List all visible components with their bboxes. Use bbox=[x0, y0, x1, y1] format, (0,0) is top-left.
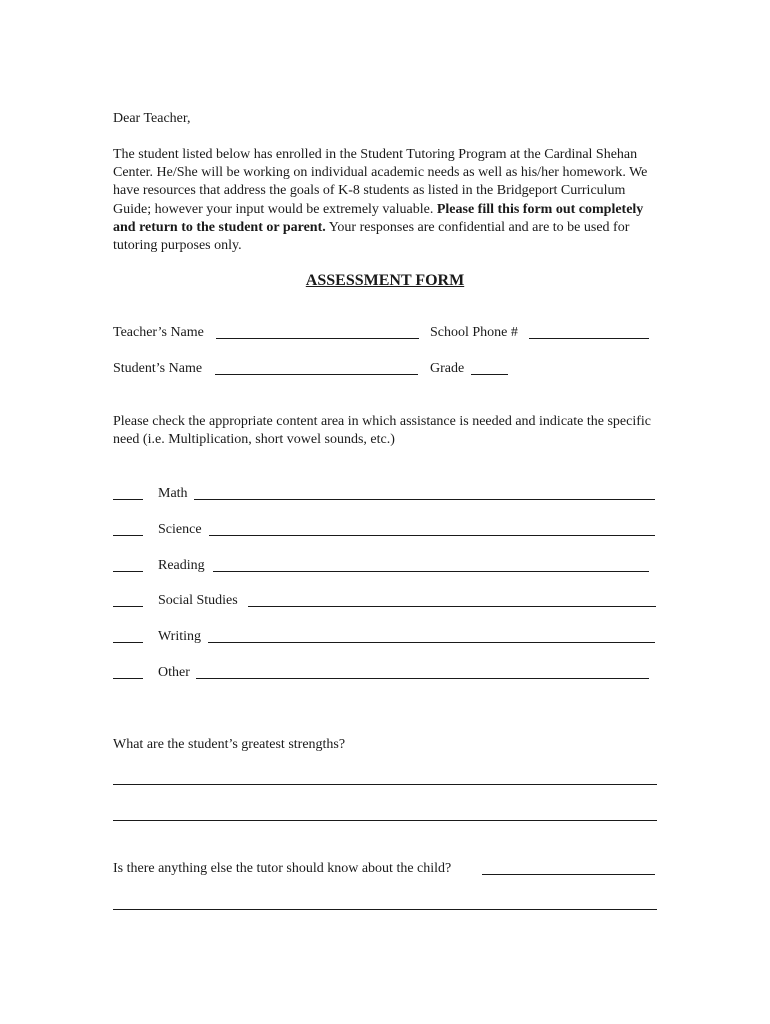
letter-body-text: The student listed below has enrolled in the Student Tutoring Program at the Cardinal Shehan Center. He/She will be working on individual academic needs as well as his/her homework. We have resources that address the goals of K-8 students as listed in the Bridgeport Curriculum Guide; however your input would be extremely valuable. bbox=[113, 147, 648, 217]
strengths-answer-line-2[interactable] bbox=[113, 820, 657, 821]
area-label: Science bbox=[158, 522, 202, 537]
form-title: ASSESSMENT FORM bbox=[305, 272, 465, 289]
strengths-question: What are the student’s greatest strengths? bbox=[113, 737, 346, 752]
strengths-answer-line-1[interactable] bbox=[113, 784, 657, 785]
additional-info-line-1[interactable] bbox=[482, 874, 655, 875]
student-name-field[interactable] bbox=[215, 374, 418, 375]
area-label: Math bbox=[158, 486, 188, 501]
area-label: Other bbox=[158, 665, 190, 680]
school-phone-field[interactable] bbox=[529, 338, 649, 339]
school-phone-label: School Phone # bbox=[430, 325, 518, 340]
other-need-field[interactable] bbox=[196, 678, 649, 679]
salutation: Dear Teacher, bbox=[113, 111, 191, 126]
social-studies-checkbox[interactable] bbox=[113, 606, 143, 607]
teacher-name-label: Teacher’s Name bbox=[113, 325, 204, 340]
social-studies-need-field[interactable] bbox=[248, 606, 656, 607]
student-name-label: Student’s Name bbox=[113, 361, 203, 376]
grade-field[interactable] bbox=[471, 374, 508, 375]
reading-need-field[interactable] bbox=[213, 571, 649, 572]
letter-body-closing: Your responses are confidential and are to be used for tutoring purposes only. bbox=[113, 219, 630, 254]
content-area-instructions: Please check the appropriate content area in which assistance is needed and indicate the specific need (i.e. Multiplication, short vowel sounds, etc.) bbox=[113, 414, 651, 448]
area-label: Reading bbox=[158, 558, 205, 573]
letter-body bbox=[113, 146, 658, 255]
area-label: Writing bbox=[158, 629, 201, 644]
area-label: Social Studies bbox=[158, 593, 238, 608]
math-checkbox[interactable] bbox=[113, 499, 143, 500]
additional-info-question: Is there anything else the tutor should know about the child? bbox=[113, 861, 452, 876]
math-need-field[interactable] bbox=[194, 499, 655, 500]
teacher-name-field[interactable] bbox=[216, 338, 419, 339]
reading-checkbox[interactable] bbox=[113, 571, 143, 572]
science-checkbox[interactable] bbox=[113, 535, 143, 536]
additional-info-line-2[interactable] bbox=[113, 909, 657, 910]
other-checkbox[interactable] bbox=[113, 678, 143, 679]
writing-need-field[interactable] bbox=[208, 642, 655, 643]
letter-body-emphasis: Please fill this form out completely and return to the student or parent. bbox=[113, 201, 644, 235]
writing-checkbox[interactable] bbox=[113, 642, 143, 643]
science-need-field[interactable] bbox=[209, 535, 655, 536]
grade-label: Grade bbox=[430, 361, 465, 376]
